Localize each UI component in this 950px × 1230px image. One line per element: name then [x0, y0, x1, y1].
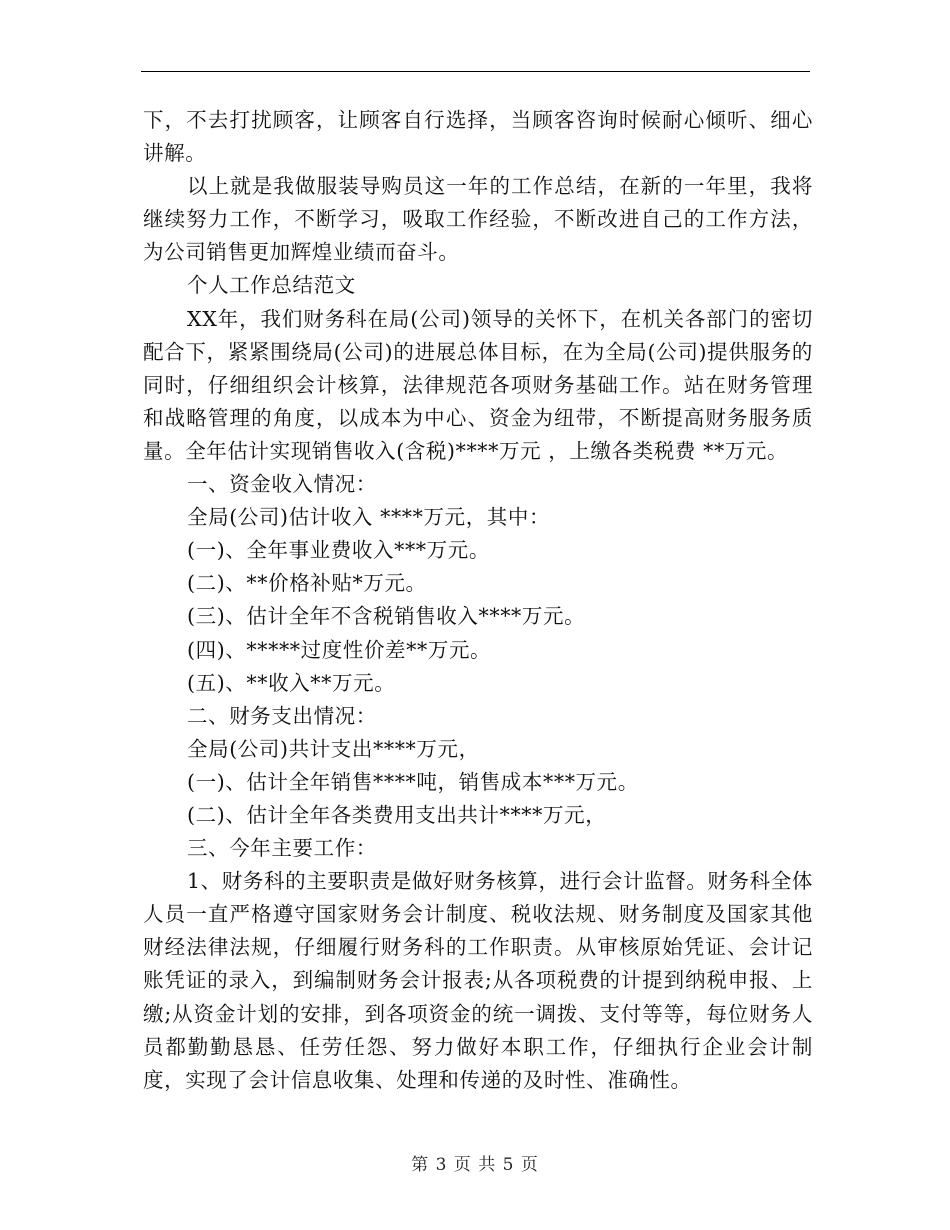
section-heading: 一、资金收入情况： — [187, 472, 377, 497]
list-item: (一)、全年事业费收入***万元。 — [187, 538, 490, 563]
paragraph: 下，不去打扰顾客，让顾客自行选择，当顾客咨询时候耐心倾听、细心讲解。 — [143, 108, 813, 166]
list-item: (五)、**收入**万元。 — [187, 670, 396, 695]
list-item: 全局(公司)共计支出****万元， — [187, 736, 480, 761]
list-item: (四)、*****过度性价差**万元。 — [187, 637, 492, 662]
paragraph: 1、财务科的主要职责是做好财务核算，进行会计监督。财务科全体人员一直严格遵守国家财务会计制度、税收法规、财务制度及国家其他财经法律法规，仔细履行财务科的工作职责。从审核原始凭证、会计记账凭证的录入，到编制财务会计报表;从各项税费的计提到纳税申报、上缴;从资金计划的安排，到各项资金的统一调拨、支付等等，每位财务人员都勤勤恳恳、任劳任怨、努力做好本职工作，仔细执行企业会计制度，实现了会计信息收集、处理和传递的及时性、准确性。 — [143, 869, 813, 1092]
document-body — [143, 104, 813, 1097]
list-item: (二)、估计全年各类费用支出共计****万元， — [187, 802, 607, 827]
list-item: (三)、估计全年不含税销售收入****万元。 — [187, 604, 586, 629]
header-rule — [141, 71, 810, 72]
list-item: 全局(公司)估计收入 ****万元，其中： — [187, 505, 551, 530]
paragraph: XX年，我们财务科在局(公司)领导的关怀下，在机关各部门的密切配合下，紧紧围绕局(公司)的进展总体目标，在为全局(公司)提供服务的同时，仔细组织会计核算，法律规范各项财务基础工作。站在财务管理和战略管理的角度，以成本为中心、资金为纽带，不断提高财务服务质量。全年估计实现销售收入(含税)****万元 ，上缴各类税费 **万元。 — [143, 306, 813, 463]
list-item: (二)、**价格补贴*万元。 — [187, 571, 427, 596]
section-heading: 三、今年主要工作： — [187, 836, 377, 861]
section-heading: 二、财务支出情况： — [187, 703, 377, 728]
paragraph: 以上就是我做服装导购员这一年的工作总结，在新的一年里，我将继续努力工作，不断学习，吸取工作经验，不断改进自己的工作方法，为公司销售更加辉煌业绩而奋斗。 — [143, 174, 813, 265]
list-item: (一)、估计全年销售****吨，销售成本***万元。 — [187, 769, 639, 794]
page-number-footer: 第 3 页 共 5 页 — [411, 1155, 539, 1175]
section-heading: 个人工作总结范文 — [187, 273, 356, 298]
